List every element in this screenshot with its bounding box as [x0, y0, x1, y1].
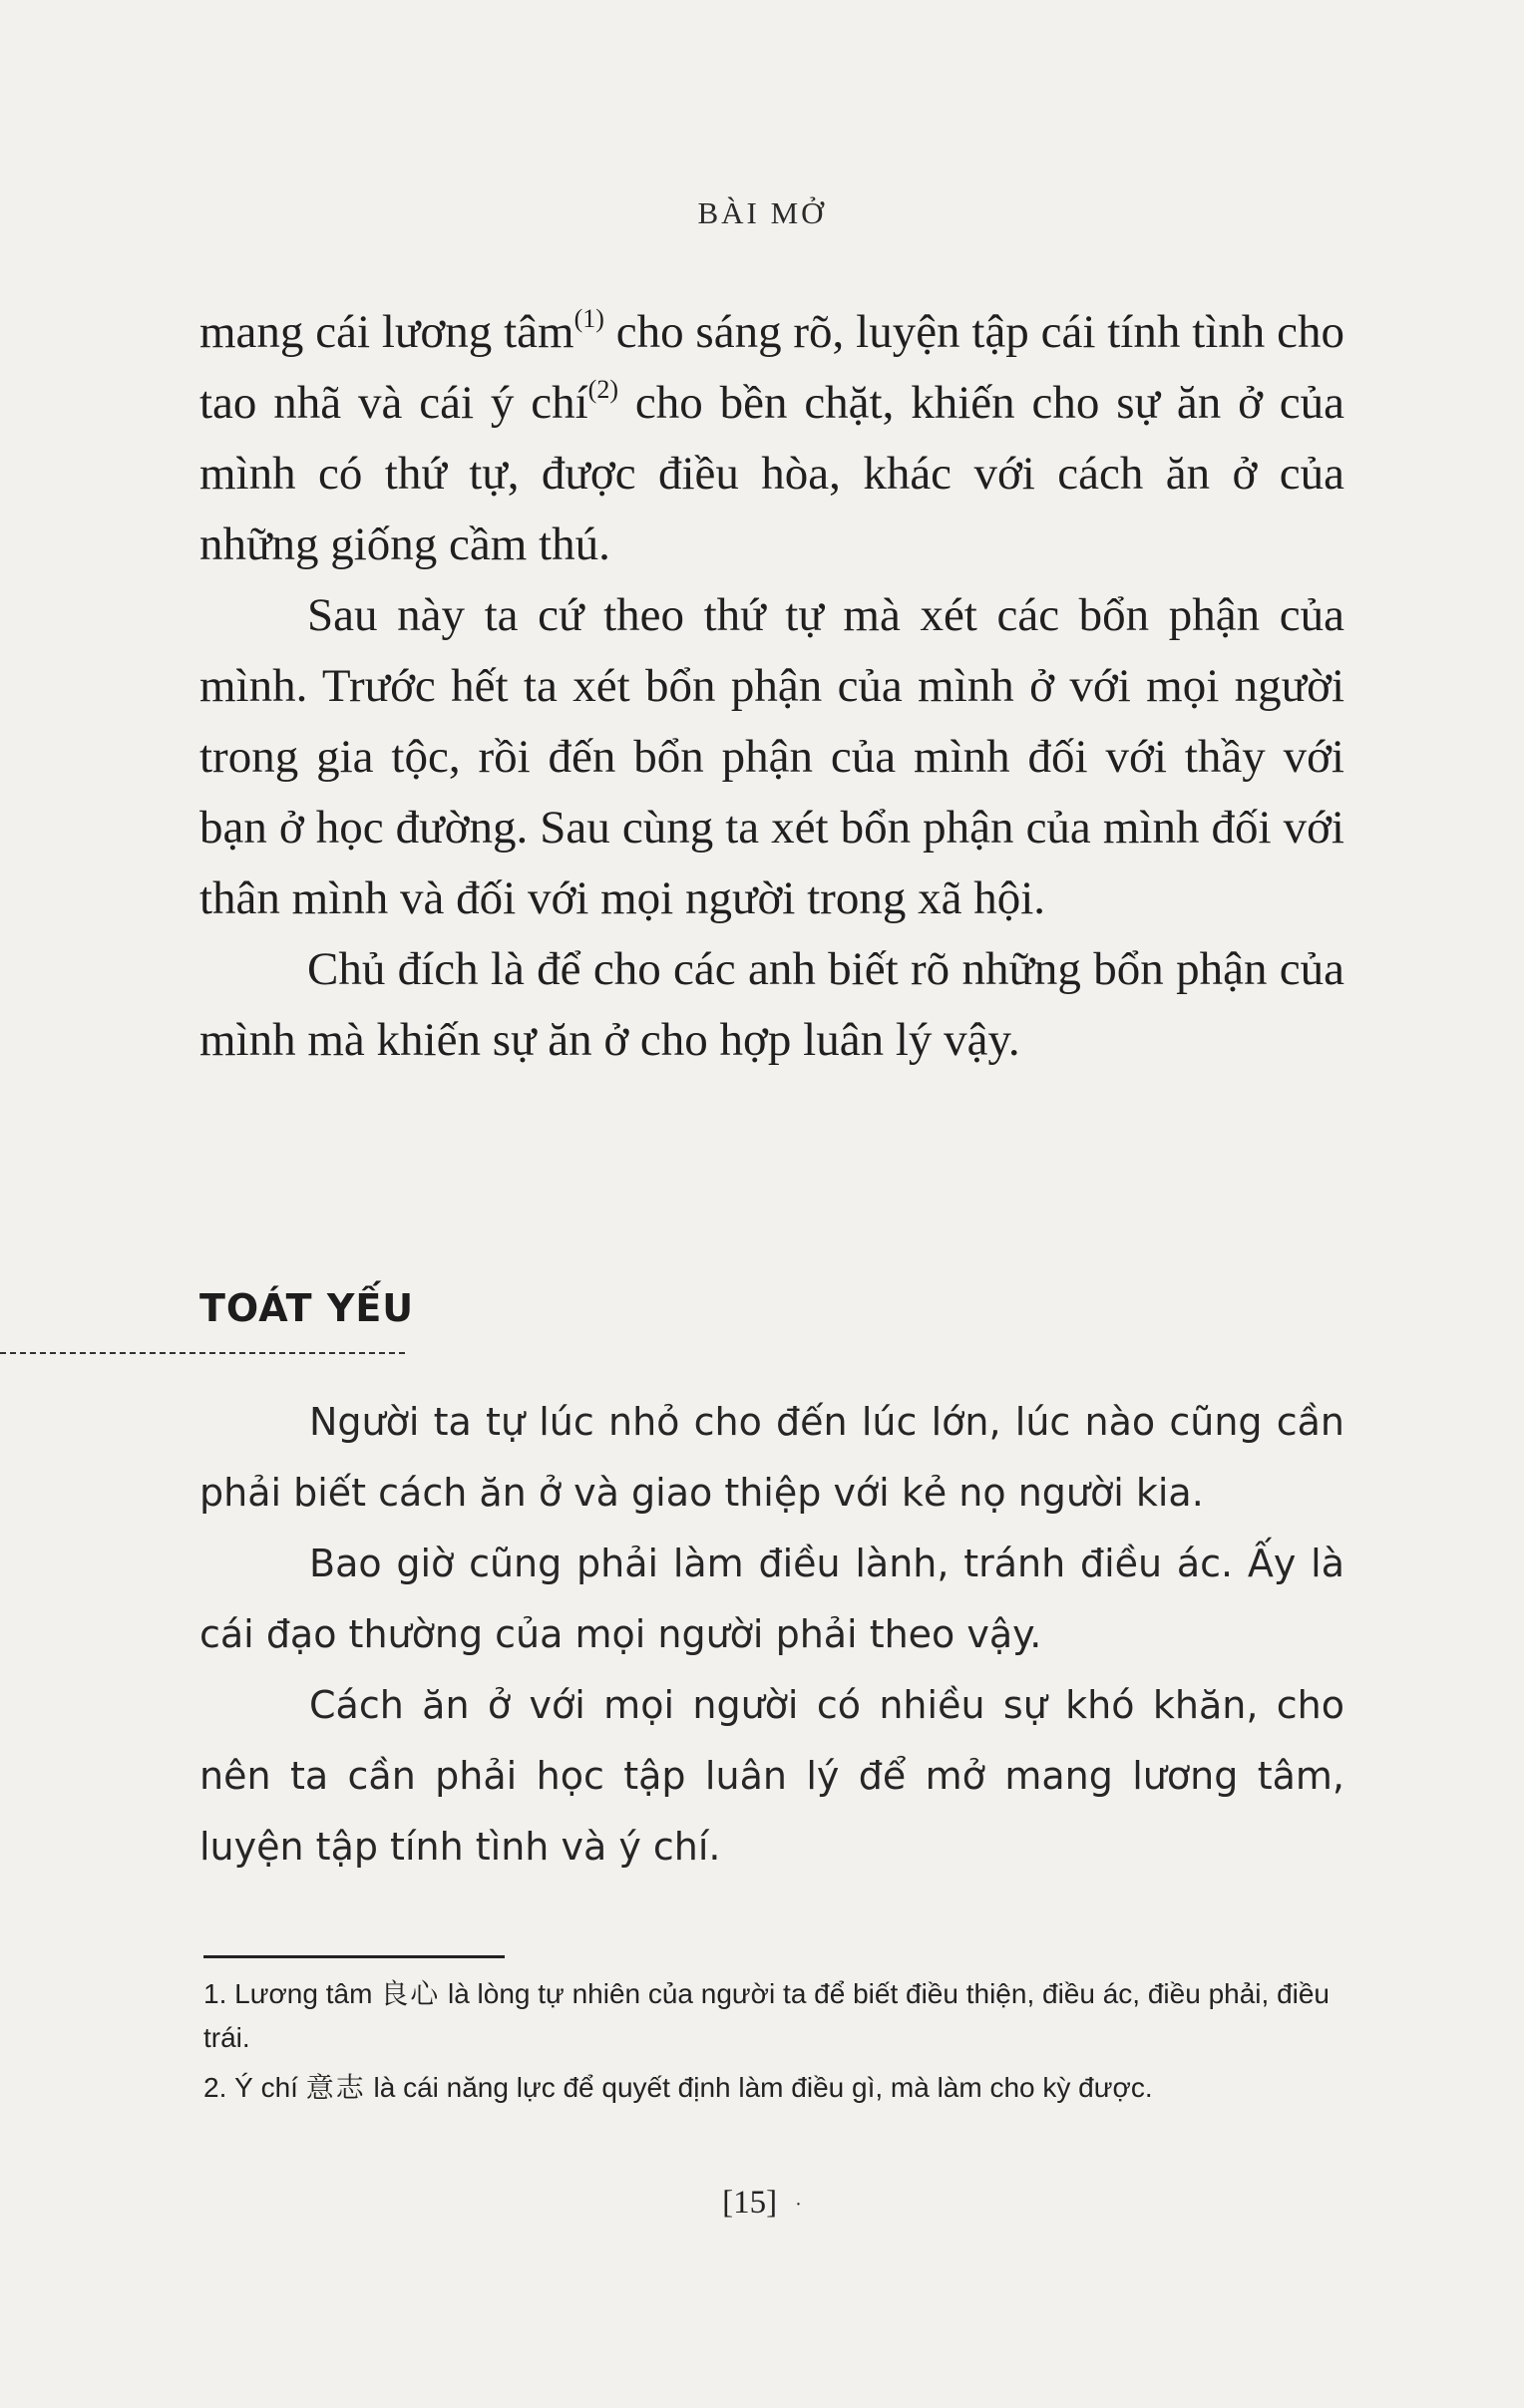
summary-paragraph-2: Bao giờ cũng phải làm điều lành, tránh điều ác. Ấy là cái đạo thường của mọi người phải theo vậy. — [199, 1542, 1344, 1656]
running-header: BÀI MỞ — [697, 195, 827, 230]
summary-paragraph-1: Người ta tự lúc nhỏ cho đến lúc lớn, lúc nào cũng cần phải biết cách ăn ở và giao thiệp với kẻ nọ người kia. — [199, 1400, 1344, 1515]
footnote-divider — [203, 1955, 505, 1958]
footnotes — [203, 1972, 1350, 2116]
section-heading: TOÁT YẾU — [199, 1286, 415, 1330]
footnote-ref-1: (1) — [573, 304, 604, 333]
intro-paragraph-1: mang cái lương tâm$^{(1)}$ cho sáng rõ, luyện tập cái tính tình cho tao nhã và cái ý chí$^{(2)}$ cho bền chặt, khiến cho sự ăn ở của mình có thứ tự, được điều hòa, khác với cách ăn ở của những giống cầm thú. — [199, 304, 1345, 570]
footnote-1: 1. Lương tâm 良心 là lòng tự nhiên của người ta để biết điều thiện, điều ác, điều phải, điều trái. — [203, 1977, 1331, 2053]
summary-paragraph-3: Cách ăn ở với mọi người có nhiều sự khó khăn, cho nên ta cần phải học tập luân lý để mở mang lương tâm, luyện tập tính tình và ý chí. — [199, 1683, 1344, 1869]
footnote-ref-2: (2) — [587, 375, 618, 404]
intro-text — [199, 297, 1344, 1076]
summary-text — [199, 1387, 1344, 1883]
section-divider — [0, 1352, 405, 1354]
intro-paragraph-2: Sau này ta cứ theo thứ tự mà xét các bổn phận của mình. Trước hết ta xét bổn phận của mình ở với mọi người trong gia tộc, rồi đến bổn phận của mình đối với thầy với bạn ở học đường. Sau cùng ta xét bổn phận của mình đối với thân mình và đối với mọi người trong xã hội. — [199, 589, 1344, 924]
intro-paragraph-3: Chủ đích là để cho các anh biết rõ những bổn phận của mình mà khiến sự ăn ở cho hợp luân lý vậy. — [199, 943, 1344, 1066]
page-number: [15] · — [722, 2185, 802, 2221]
page-number-dot: · — [795, 2193, 802, 2216]
footnote-2: 2. Ý chí 意志 là cái năng lực để quyết định làm điều gì, mà làm cho kỳ được. — [203, 2071, 1153, 2104]
